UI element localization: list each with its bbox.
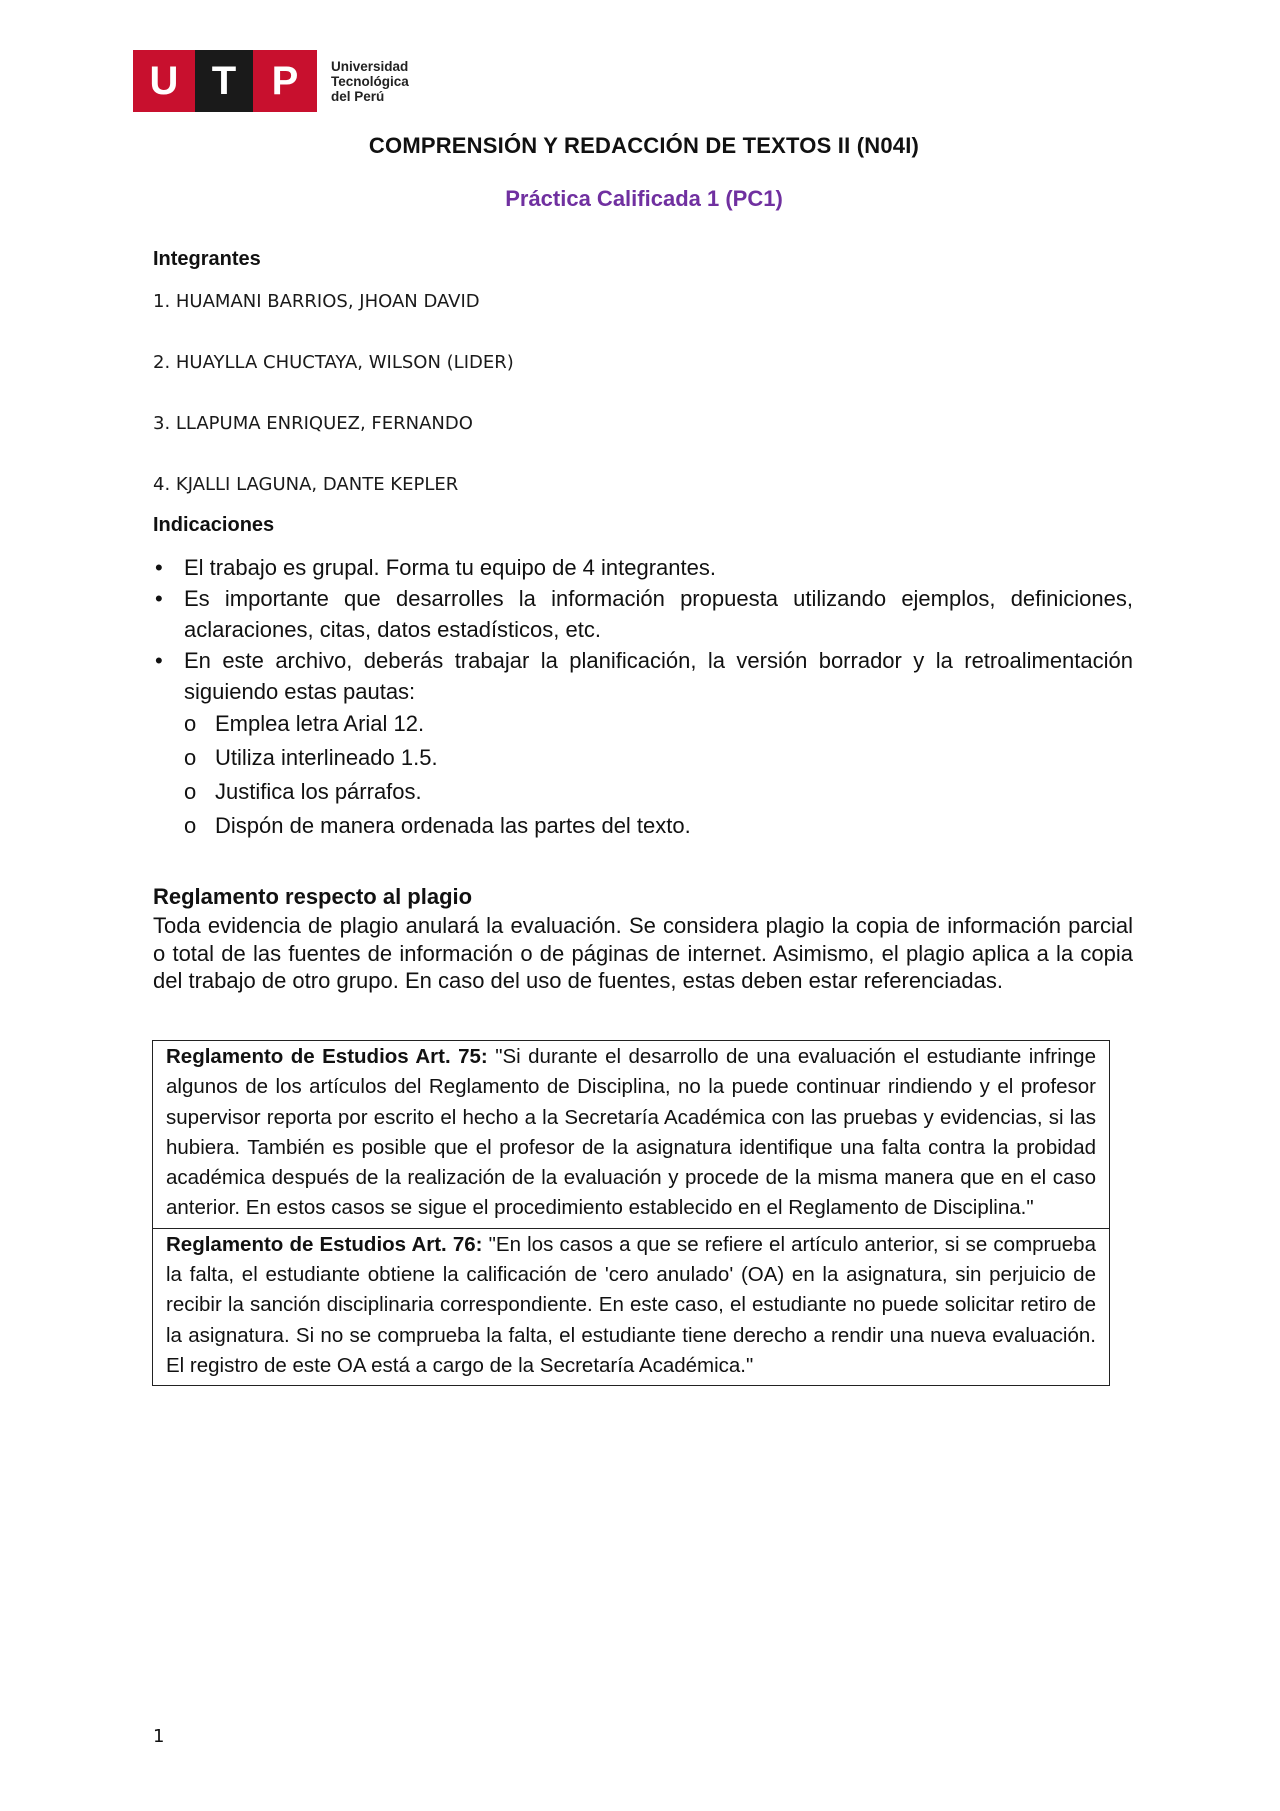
sub-bullet-icon: o [184, 711, 197, 736]
member-item: 3. LLAPUMA ENRIQUEZ, FERNANDO [153, 413, 473, 434]
sub-item-text: Emplea letra Arial 12. [215, 711, 425, 736]
article-label: Reglamento de Estudios Art. 76: [166, 1232, 483, 1256]
logo-letter-t: T [195, 50, 253, 112]
article-cell [153, 1228, 1110, 1385]
member-item: 4. KJALLI LAGUNA, DANTE KEPLER [153, 474, 459, 495]
article-text: "Si durante el desarrollo de una evaluación el estudiante infringe algunos de los artículos del Reglamento de Disciplina, no la puede continuar rindiendo y el profesor supervisor reporta por escrito el hecho a la Secretaría Académica con las pruebas y evidencias, si las hubiera. También es posible que el profesor de la asignatura identifique una falta contra la probidad académica después de la realización de la evaluación y procede de la misma manera que en el caso anterior. En estos casos se sigue el procedimiento establecido en el Reglamento de Disciplina." [166, 1045, 1096, 1220]
practice-title: Práctica Calificada 1 (PC1) [505, 186, 783, 211]
bullet-icon: • [155, 586, 163, 611]
bullet-item [153, 583, 1133, 645]
article-cell [153, 1041, 1110, 1229]
utp-logo [133, 50, 409, 112]
sub-item [153, 741, 1133, 775]
member-item: 1. HUAMANI BARRIOS, JHOAN DAVID [153, 291, 480, 312]
sub-item [153, 775, 1133, 809]
sub-bullet-icon: o [184, 779, 197, 804]
indicaciones-heading: Indicaciones [153, 514, 275, 536]
utp-logo-mark [133, 50, 317, 112]
bullet-item [153, 552, 1133, 583]
sub-bullet-icon: o [184, 745, 197, 770]
bullet-text: En este archivo, deberás trabajar la planificación, la versión borrador y la retroalimentación siguiendo estas pautas: [184, 648, 1133, 704]
sub-item [153, 707, 1133, 741]
table-row [153, 1041, 1110, 1229]
page-number: 1 [153, 1726, 165, 1747]
indicaciones-list [153, 552, 1133, 843]
sub-bullet-icon: o [184, 813, 197, 838]
logo-wordmark [331, 59, 409, 104]
plagio-paragraph: Toda evidencia de plagio anulará la evaluación. Se considera plagio la copia de información parcial o total de las fuentes de información o de páginas de internet. Asimismo, el plagio aplica a la copia del trabajo de otro grupo. En caso del uso de fuentes, estas deben estar referenciadas. [153, 913, 1133, 993]
sub-item-text: Justifica los párrafos. [215, 779, 422, 804]
logo-text-line: Tecnológica [331, 73, 409, 89]
pautas-list [153, 707, 1133, 843]
article-text: "En los casos a que se refiere el artículo anterior, si se comprueba la falta, el estudiante obtiene la calificación de 'cero anulado' (OA) en la asignatura, sin perjuicio de recibir la sanción disciplinaria correspondiente. En este caso, el estudiante no puede solicitar retiro de la asignatura. Si no se comprueba la falta, el estudiante tiene derecho a rendir una nueva evaluación. El registro de este OA está a cargo de la Secretaría Académica." [166, 1232, 1096, 1377]
reglamento-table [152, 1040, 1110, 1386]
member-item: 2. HUAYLLA CHUCTAYA, WILSON (LIDER) [153, 352, 514, 373]
integrantes-heading: Integrantes [153, 248, 261, 270]
bullet-icon: • [155, 648, 163, 673]
logo-letter-u: U [133, 50, 195, 112]
sub-item [153, 809, 1133, 843]
logo-letter-p: P [253, 50, 317, 112]
bullet-icon: • [155, 555, 163, 580]
sub-item-text: Utiliza interlineado 1.5. [215, 745, 438, 770]
table-row [153, 1228, 1110, 1385]
plagio-heading: Reglamento respecto al plagio [153, 884, 473, 909]
course-title: COMPRENSIÓN Y REDACCIÓN DE TEXTOS II (N04I) [368, 133, 920, 158]
bullet-text: El trabajo es grupal. Forma tu equipo de 4 integrantes. [184, 555, 716, 580]
bullet-text: Es importante que desarrolles la información propuesta utilizando ejemplos, definiciones, aclaraciones, citas, datos estadísticos, etc. [184, 586, 1133, 642]
article-label: Reglamento de Estudios Art. 75: [166, 1045, 488, 1068]
sub-item-text: Dispón de manera ordenada las partes del texto. [215, 813, 691, 838]
logo-text-line: Universidad [331, 58, 409, 74]
logo-text-line: del Perú [331, 88, 385, 104]
bullet-item [153, 645, 1133, 707]
